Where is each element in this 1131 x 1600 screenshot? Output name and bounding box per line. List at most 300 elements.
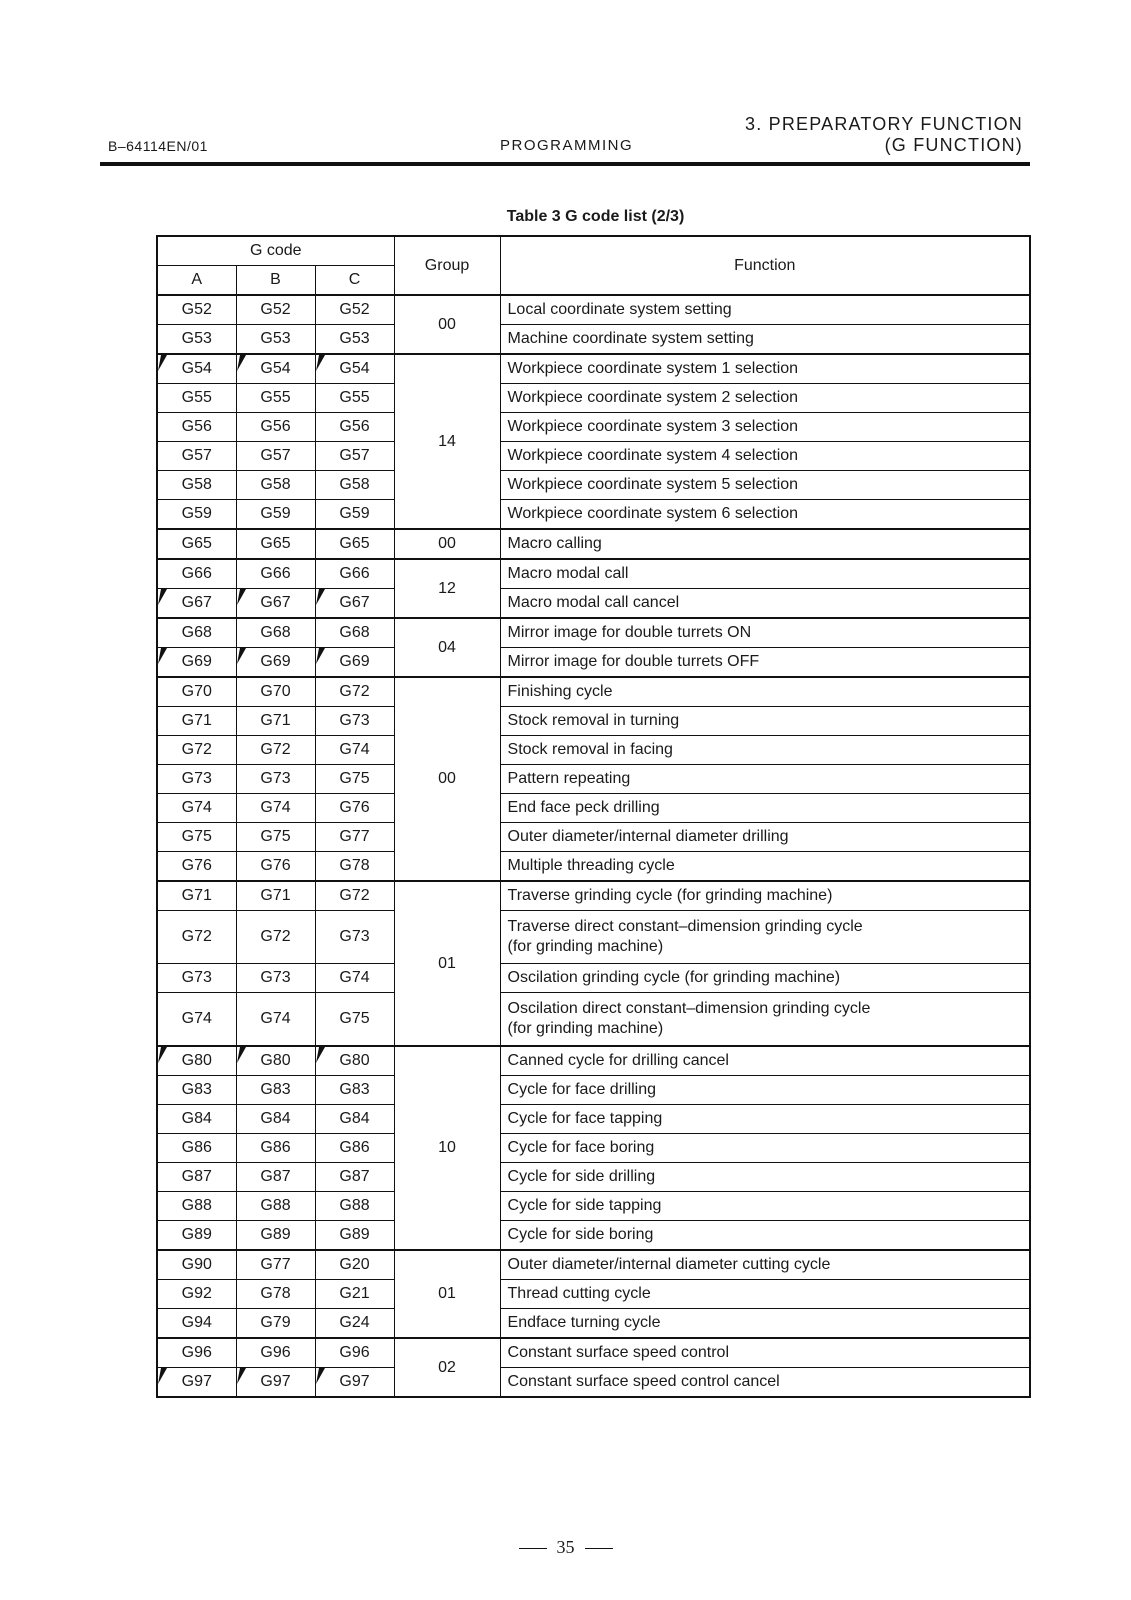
gcode-a-cell — [157, 1368, 236, 1398]
gcode-value: G87 — [339, 1168, 370, 1185]
gcode-b-cell — [236, 852, 315, 882]
gcode-value: G66 — [339, 565, 370, 582]
table-row — [157, 1134, 1030, 1163]
page-number: 35 — [556, 1537, 575, 1557]
gcode-a-cell — [157, 1134, 236, 1163]
gcode-b-cell — [236, 1309, 315, 1339]
gcode-value: G86 — [181, 1139, 212, 1156]
group-cell: 00 — [394, 677, 500, 881]
gcode-value: G52 — [181, 301, 212, 318]
function-cell — [500, 911, 1030, 964]
g-code-table-body — [157, 295, 1030, 1397]
gcode-value: G83 — [339, 1081, 370, 1098]
gcode-value: G80 — [181, 1052, 212, 1069]
gcode-value: G66 — [181, 565, 212, 582]
function-cell — [500, 648, 1030, 678]
function-cell — [500, 413, 1030, 442]
gcode-a-cell — [157, 1250, 236, 1280]
table-row — [157, 1046, 1030, 1076]
gcode-value: G74 — [181, 799, 212, 816]
gcode-a-cell — [157, 823, 236, 852]
gcode-c-cell — [315, 1309, 394, 1339]
gcode-b-cell — [236, 413, 315, 442]
gcode-value: G78 — [260, 1285, 291, 1302]
gcode-value: G72 — [260, 928, 291, 945]
function-text: Macro modal call — [507, 565, 629, 582]
chapter-title-line2: (G FUNCTION) — [884, 135, 1023, 155]
default-marker-icon — [158, 1368, 167, 1384]
gcode-value: G73 — [339, 928, 370, 945]
gcode-c-cell — [315, 765, 394, 794]
gcode-a-cell — [157, 911, 236, 964]
function-cell — [500, 823, 1030, 852]
gcode-c-cell — [315, 1134, 394, 1163]
gcode-c-cell — [315, 1076, 394, 1105]
gcode-a-cell — [157, 529, 236, 559]
table-row — [157, 1368, 1030, 1398]
function-text: Cycle for side boring — [507, 1226, 654, 1243]
gcode-value: G94 — [181, 1314, 212, 1331]
gcode-a-cell — [157, 1046, 236, 1076]
gcode-value: G76 — [339, 799, 370, 816]
default-marker-icon — [316, 1368, 325, 1384]
g-code-table — [156, 235, 1031, 1398]
group-cell: 01 — [394, 1250, 500, 1338]
table-row — [157, 794, 1030, 823]
function-cell — [500, 589, 1030, 619]
gcode-c-cell — [315, 529, 394, 559]
gcode-c-cell — [315, 1105, 394, 1134]
gcode-value: G67 — [260, 594, 291, 611]
gcode-value: G79 — [260, 1314, 291, 1331]
function-text: Workpiece coordinate system 2 selection — [507, 389, 799, 406]
gcode-c-cell — [315, 993, 394, 1047]
gcode-value: G53 — [339, 330, 370, 347]
gcode-value: G76 — [181, 857, 212, 874]
gcode-value: G69 — [181, 653, 212, 670]
gcode-a-cell — [157, 589, 236, 619]
gcode-value: G66 — [260, 565, 291, 582]
gcode-value: G83 — [260, 1081, 291, 1098]
group-cell: 12 — [394, 559, 500, 618]
gcode-c-cell — [315, 852, 394, 882]
function-cell — [500, 677, 1030, 707]
gcode-c-cell — [315, 325, 394, 355]
gcode-value: G89 — [339, 1226, 370, 1243]
gcode-value: G86 — [339, 1139, 370, 1156]
gcode-value: G55 — [339, 389, 370, 406]
gcode-value: G55 — [181, 389, 212, 406]
gcode-c-cell — [315, 589, 394, 619]
gcode-value: G20 — [339, 1256, 370, 1273]
gcode-value: G87 — [181, 1168, 212, 1185]
gcode-value: G76 — [260, 857, 291, 874]
gcode-b-cell — [236, 384, 315, 413]
gcode-c-cell — [315, 1338, 394, 1368]
function-cell — [500, 1221, 1030, 1251]
function-cell — [500, 1134, 1030, 1163]
gcode-b-cell — [236, 648, 315, 678]
gcode-a-cell — [157, 325, 236, 355]
table-row — [157, 413, 1030, 442]
gcode-value: G72 — [181, 741, 212, 758]
function-cell — [500, 295, 1030, 325]
gcode-value: G57 — [339, 447, 370, 464]
function-text: Stock removal in turning — [507, 712, 680, 729]
group-cell: 04 — [394, 618, 500, 677]
gcode-b-cell — [236, 1368, 315, 1398]
function-cell — [500, 1192, 1030, 1221]
function-cell — [500, 964, 1030, 993]
gcode-c-cell — [315, 677, 394, 707]
gcode-value: G24 — [339, 1314, 370, 1331]
function-cell — [500, 1309, 1030, 1339]
table-row — [157, 500, 1030, 530]
gcode-value: G84 — [181, 1110, 212, 1127]
function-text: End face peck drilling — [507, 799, 660, 816]
function-cell — [500, 354, 1030, 384]
function-cell — [500, 500, 1030, 530]
gcode-a-cell — [157, 736, 236, 765]
gcode-b-cell — [236, 559, 315, 589]
gcode-value: G73 — [260, 969, 291, 986]
gcode-a-cell — [157, 648, 236, 678]
default-marker-icon — [158, 589, 167, 605]
gcode-c-cell — [315, 471, 394, 500]
gcode-value: G84 — [260, 1110, 291, 1127]
footer-dash-right — [585, 1548, 613, 1549]
gcode-value: G65 — [260, 535, 291, 552]
function-cell — [500, 736, 1030, 765]
gcode-b-cell — [236, 736, 315, 765]
function-cell — [500, 1280, 1030, 1309]
gcode-value: G71 — [260, 887, 291, 904]
gcode-value: G67 — [181, 594, 212, 611]
function-cell — [500, 765, 1030, 794]
gcode-value: G88 — [339, 1197, 370, 1214]
gcode-b-cell — [236, 1046, 315, 1076]
group-cell: 00 — [394, 529, 500, 559]
gcode-b-cell — [236, 1192, 315, 1221]
gcode-value: G69 — [339, 653, 370, 670]
gcode-a-cell — [157, 1076, 236, 1105]
gcode-a-cell — [157, 794, 236, 823]
gcode-b-cell — [236, 1076, 315, 1105]
function-cell — [500, 993, 1030, 1047]
gcode-b-cell — [236, 1163, 315, 1192]
table-row — [157, 1192, 1030, 1221]
function-text: Multiple threading cycle — [507, 857, 675, 874]
gcode-value: G84 — [339, 1110, 370, 1127]
table-row — [157, 993, 1030, 1047]
gcode-a-cell — [157, 1105, 236, 1134]
table-row — [157, 529, 1030, 559]
function-text: Workpiece coordinate system 4 selection — [507, 447, 799, 464]
gcode-value: G59 — [181, 505, 212, 522]
gcode-a-cell — [157, 1192, 236, 1221]
gcode-value: G74 — [339, 741, 370, 758]
gcode-a-cell — [157, 765, 236, 794]
gcode-value: G59 — [339, 505, 370, 522]
column-b-header: B — [236, 266, 315, 296]
table-row — [157, 559, 1030, 589]
gcode-value: G74 — [339, 969, 370, 986]
function-header: Function — [500, 236, 1030, 295]
function-cell — [500, 442, 1030, 471]
gcode-a-cell — [157, 707, 236, 736]
group-cell: 01 — [394, 881, 500, 1046]
function-text: Macro modal call cancel — [507, 594, 680, 611]
table-row — [157, 589, 1030, 619]
gcode-value: G57 — [181, 447, 212, 464]
gcode-b-cell — [236, 1338, 315, 1368]
gcode-a-cell — [157, 559, 236, 589]
table-caption: Table 3 G code list (2/3) — [506, 208, 685, 225]
gcode-c-cell — [315, 442, 394, 471]
gcode-c-cell — [315, 413, 394, 442]
function-text: Oscilation direct constant–dimension grinding cycle — [507, 1000, 871, 1017]
table-row — [157, 1309, 1030, 1339]
gcode-value: G87 — [260, 1168, 291, 1185]
table-row — [157, 1338, 1030, 1368]
function-text: Macro calling — [507, 535, 602, 552]
gcode-value: G88 — [260, 1197, 291, 1214]
column-a-header: A — [157, 266, 236, 296]
table-row — [157, 384, 1030, 413]
table-row — [157, 648, 1030, 678]
default-marker-icon — [158, 1047, 167, 1063]
gcode-b-cell — [236, 1250, 315, 1280]
gcode-value: G73 — [181, 969, 212, 986]
gcode-c-cell — [315, 384, 394, 413]
function-cell — [500, 1368, 1030, 1398]
group-cell: 00 — [394, 295, 500, 354]
function-text-line2: (for grinding machine) — [507, 938, 664, 955]
function-cell — [500, 529, 1030, 559]
gcode-value: G72 — [181, 928, 212, 945]
gcode-a-cell — [157, 993, 236, 1047]
gcode-a-cell — [157, 500, 236, 530]
function-text: Cycle for face boring — [507, 1139, 655, 1156]
gcode-a-cell — [157, 384, 236, 413]
gcode-a-cell — [157, 1309, 236, 1339]
function-text: Outer diameter/internal diameter drilling — [507, 828, 789, 845]
function-text: Finishing cycle — [507, 683, 613, 700]
table-row — [157, 471, 1030, 500]
gcode-b-cell — [236, 529, 315, 559]
gcode-value: G97 — [339, 1373, 370, 1390]
function-cell — [500, 471, 1030, 500]
table-row — [157, 707, 1030, 736]
gcode-value: G52 — [260, 301, 291, 318]
gcode-b-cell — [236, 618, 315, 648]
default-marker-icon — [316, 648, 325, 664]
page-footer — [0, 1537, 1131, 1558]
gcode-a-cell — [157, 964, 236, 993]
gcode-b-cell — [236, 295, 315, 325]
gcode-value: G97 — [260, 1373, 291, 1390]
gcode-value: G96 — [260, 1344, 291, 1361]
table-row — [157, 852, 1030, 882]
table-row — [157, 1280, 1030, 1309]
gcode-value: G89 — [260, 1226, 291, 1243]
table-row — [157, 354, 1030, 384]
table-row — [157, 1221, 1030, 1251]
default-marker-icon — [237, 1047, 246, 1063]
gcode-b-cell — [236, 1134, 315, 1163]
gcode-value: G89 — [181, 1226, 212, 1243]
table-row — [157, 677, 1030, 707]
function-text-line2: (for grinding machine) — [507, 1020, 664, 1037]
function-cell — [500, 707, 1030, 736]
gcode-a-cell — [157, 471, 236, 500]
gcode-b-cell — [236, 794, 315, 823]
gcode-a-cell — [157, 413, 236, 442]
gcode-b-cell — [236, 354, 315, 384]
function-cell — [500, 881, 1030, 911]
gcode-c-cell — [315, 1280, 394, 1309]
gcode-value: G96 — [181, 1344, 212, 1361]
function-text: Workpiece coordinate system 5 selection — [507, 476, 799, 493]
gcode-a-cell — [157, 881, 236, 911]
gcode-b-cell — [236, 881, 315, 911]
gcode-value: G54 — [181, 360, 212, 377]
gcode-value: G68 — [260, 624, 291, 641]
gcode-value: G75 — [339, 1010, 370, 1027]
gcode-value: G80 — [260, 1052, 291, 1069]
gcode-value: G77 — [339, 828, 370, 845]
group-cell: 14 — [394, 354, 500, 529]
table-row — [157, 1076, 1030, 1105]
function-cell — [500, 559, 1030, 589]
function-text: Thread cutting cycle — [507, 1285, 651, 1302]
gcode-c-cell — [315, 794, 394, 823]
default-marker-icon — [237, 355, 246, 371]
gcode-value: G86 — [260, 1139, 291, 1156]
gcode-c-cell — [315, 354, 394, 384]
gcode-c-cell — [315, 1046, 394, 1076]
group-header: Group — [394, 236, 500, 295]
gcode-value: G73 — [181, 770, 212, 787]
function-text: Cycle for side tapping — [507, 1197, 662, 1214]
table-row — [157, 911, 1030, 964]
function-cell — [500, 852, 1030, 882]
gcode-value: G59 — [260, 505, 291, 522]
gcode-c-cell — [315, 500, 394, 530]
gcode-b-cell — [236, 325, 315, 355]
gcode-a-cell — [157, 354, 236, 384]
gcode-value: G65 — [339, 535, 370, 552]
gcode-value: G54 — [339, 360, 370, 377]
footer-dash-left — [519, 1548, 547, 1549]
function-text: Workpiece coordinate system 1 selection — [507, 360, 799, 377]
table-row — [157, 1250, 1030, 1280]
gcode-value: G74 — [260, 1010, 291, 1027]
group-cell: 02 — [394, 1338, 500, 1397]
function-cell — [500, 618, 1030, 648]
gcode-value: G75 — [339, 770, 370, 787]
chapter-title-line1: 3. PREPARATORY FUNCTION — [745, 114, 1023, 134]
gcode-value: G74 — [181, 1010, 212, 1027]
gcode-a-cell — [157, 295, 236, 325]
gcode-b-cell — [236, 911, 315, 964]
function-cell — [500, 384, 1030, 413]
gcode-value: G58 — [260, 476, 291, 493]
gcode-c-cell — [315, 964, 394, 993]
default-marker-icon — [158, 648, 167, 664]
function-text: Oscilation grinding cycle (for grinding machine) — [507, 969, 841, 986]
gcode-value: G68 — [339, 624, 370, 641]
function-text: Cycle for face tapping — [507, 1110, 663, 1127]
gcode-b-cell — [236, 993, 315, 1047]
gcode-c-cell — [315, 1250, 394, 1280]
gcode-a-cell — [157, 1338, 236, 1368]
gcode-value: G56 — [339, 418, 370, 435]
function-cell — [500, 1046, 1030, 1076]
gcode-c-cell — [315, 1221, 394, 1251]
gcode-value: G71 — [181, 712, 212, 729]
gcode-header: G code — [157, 236, 394, 266]
gcode-a-cell — [157, 442, 236, 471]
gcode-b-cell — [236, 442, 315, 471]
gcode-b-cell — [236, 1105, 315, 1134]
gcode-value: G92 — [181, 1285, 212, 1302]
gcode-a-cell — [157, 1280, 236, 1309]
gcode-c-cell — [315, 1368, 394, 1398]
gcode-value: G73 — [339, 712, 370, 729]
gcode-c-cell — [315, 1192, 394, 1221]
function-text: Workpiece coordinate system 6 selection — [507, 505, 799, 522]
gcode-value: G71 — [181, 887, 212, 904]
gcode-b-cell — [236, 471, 315, 500]
group-cell: 10 — [394, 1046, 500, 1250]
gcode-value: G67 — [339, 594, 370, 611]
gcode-b-cell — [236, 964, 315, 993]
chapter-title — [745, 114, 1023, 156]
gcode-value: G72 — [260, 741, 291, 758]
gcode-value: G69 — [260, 653, 291, 670]
gcode-value: G21 — [339, 1285, 370, 1302]
gcode-c-cell — [315, 911, 394, 964]
table-row — [157, 1163, 1030, 1192]
gcode-value: G75 — [260, 828, 291, 845]
gcode-value: G55 — [260, 389, 291, 406]
gcode-value: G77 — [260, 1256, 291, 1273]
gcode-value: G70 — [260, 683, 291, 700]
gcode-value: G71 — [260, 712, 291, 729]
default-marker-icon — [237, 648, 246, 664]
section-title: PROGRAMMING — [500, 137, 634, 154]
column-c-header: C — [315, 266, 394, 296]
gcode-a-cell — [157, 1221, 236, 1251]
gcode-b-cell — [236, 765, 315, 794]
gcode-value: G58 — [339, 476, 370, 493]
gcode-value: G70 — [181, 683, 212, 700]
gcode-value: G97 — [181, 1373, 212, 1390]
function-cell — [500, 1338, 1030, 1368]
function-text: Workpiece coordinate system 3 selection — [507, 418, 799, 435]
gcode-value: G72 — [339, 683, 370, 700]
function-text: Outer diameter/internal diameter cutting cycle — [507, 1256, 831, 1273]
gcode-value: G74 — [260, 799, 291, 816]
function-text: Constant surface speed control — [507, 1344, 729, 1361]
function-text: Pattern repeating — [507, 770, 631, 787]
gcode-value: G72 — [339, 887, 370, 904]
gcode-c-cell — [315, 559, 394, 589]
gcode-value: G58 — [181, 476, 212, 493]
gcode-b-cell — [236, 1280, 315, 1309]
gcode-a-cell — [157, 618, 236, 648]
